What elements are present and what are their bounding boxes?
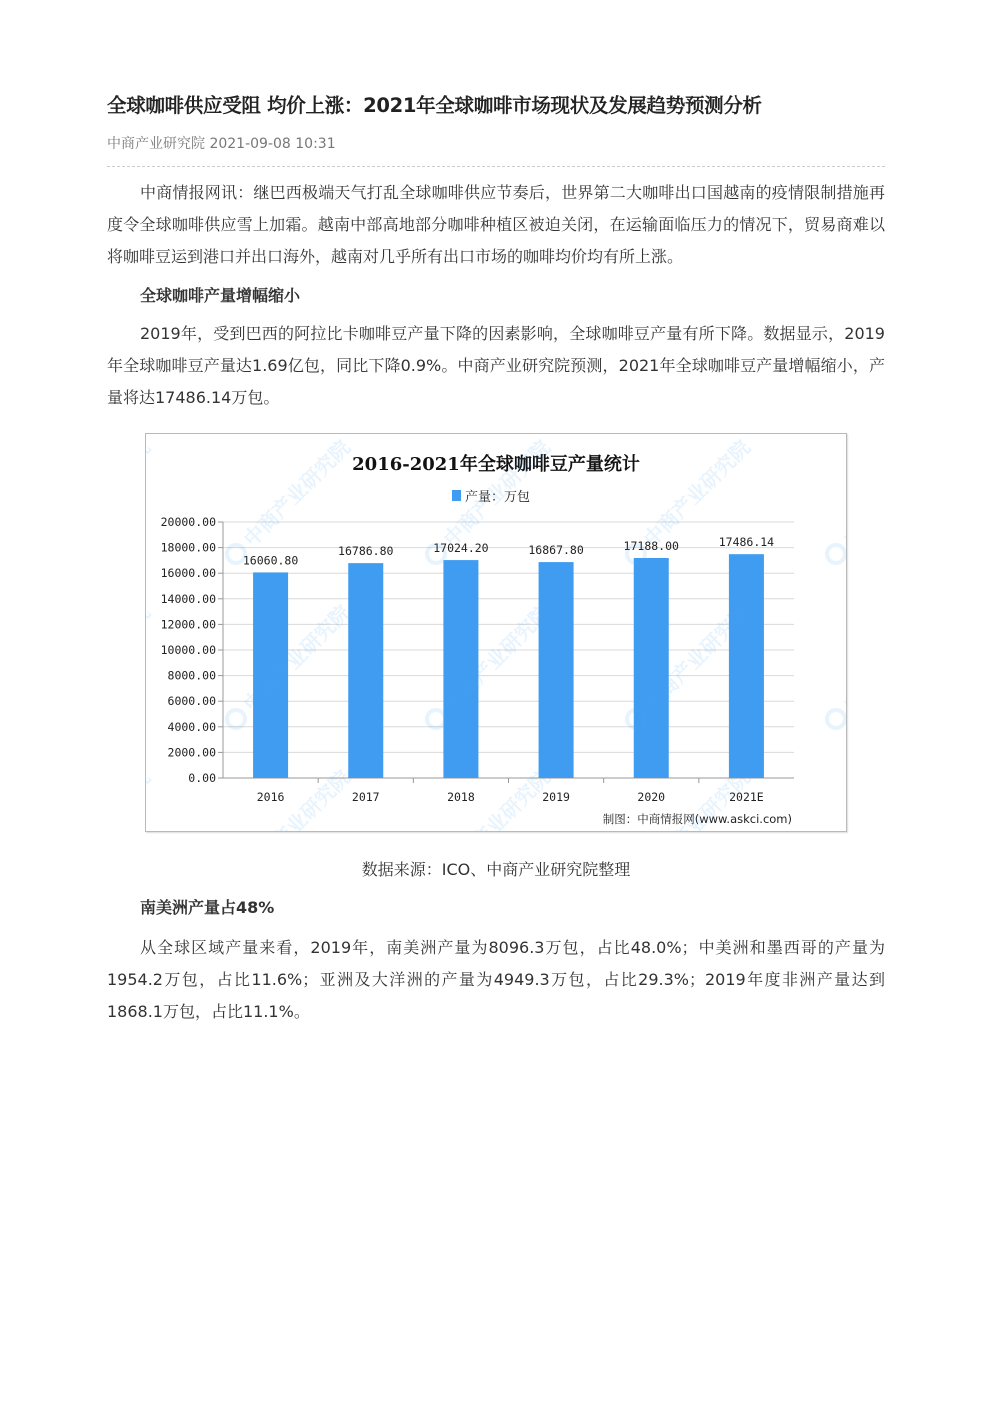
article-title: 全球咖啡供应受阻 均价上涨：2021年全球咖啡市场现状及发展趋势预测分析 (107, 94, 762, 117)
section-heading-production: 全球咖啡产量增幅缩小 (140, 286, 301, 305)
chart-caption: 数据来源：ICO、中商产业研究院整理 (361, 860, 631, 879)
article-datetime: 2021-09-08 10:31 (209, 136, 336, 152)
paragraph-intro: 中商情报网讯：继巴西极端天气打乱全球咖啡供应节奏后，世界第二大咖啡出口国越南的疫情限制措施再度令全球咖啡供应雪上加霜。越南中部高地部分咖啡种植区被迫关闭，在运输面临压力的情况下，贸易商难以将咖啡豆运到港口并出口海外，越南对几乎所有出口市场的咖啡均价均有所上涨。 (107, 183, 885, 266)
section-heading-south-america: 南美洲产量占48% (140, 898, 275, 917)
paragraph-regions: 从全球区域产量来看，2019年，南美洲产量为8096.3万包，占比48.0%；中美洲和墨西哥的产量为1954.2万包，占比11.6%；亚洲及大洋洲的产量为4949.3万包，占比29.3%；2019年度非洲产量达到1868.1万包，占比11.1%。 (107, 938, 885, 1021)
chart-svg (146, 434, 846, 831)
title-divider (107, 166, 885, 167)
paragraph-production: 2019年，受到巴西的阿拉比卡咖啡豆产量下降的因素影响，全球咖啡豆产量有所下降。数据显示，2019年全球咖啡豆产量达1.69亿包，同比下降0.9%。中商产业研究院预测，2021年全球咖啡豆产量增幅缩小，产量将达17486.14万包。 (107, 324, 885, 407)
coffee-production-chart (145, 433, 847, 832)
article-source: 中商产业研究院 (107, 136, 205, 152)
article-meta (107, 134, 336, 154)
watermark-overlay (146, 434, 846, 831)
